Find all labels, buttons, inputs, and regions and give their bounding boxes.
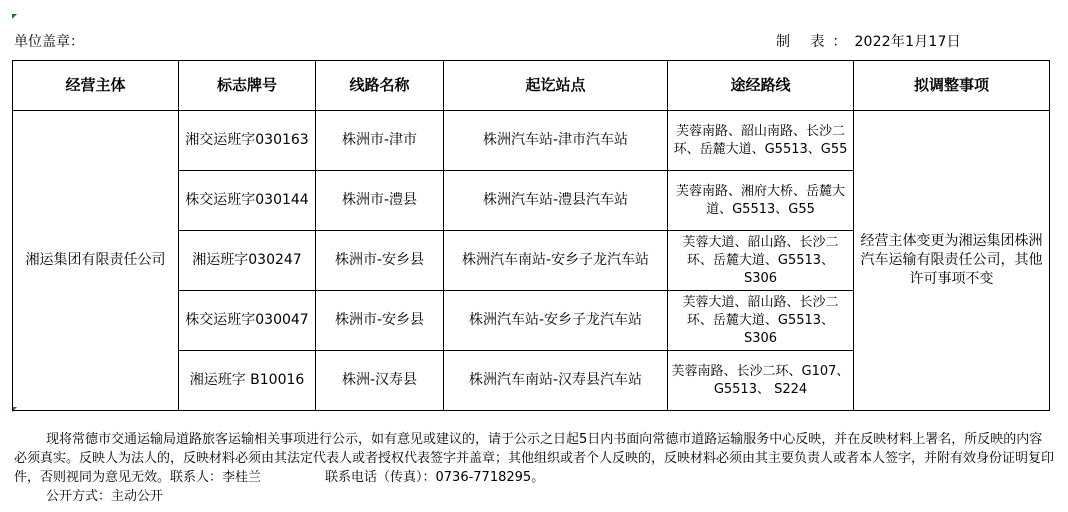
operator-cell: 湘运集团有限责任公司 [13,111,179,411]
notice-paragraph [14,430,1054,487]
route-cell: 芙蓉大道、韶山路、长沙二环、岳麓大道、G5513、S306 [668,231,854,291]
route-cell: 芙蓉南路、湘府大桥、岳麓大道、G5513、G55 [668,171,854,231]
bus-route-table [12,60,1050,411]
line-cell: 株洲市-津市 [316,111,444,171]
adjustment-cell: 经营主体变更为湘运集团株洲汽车运输有限责任公司，其他许可事项不变 [854,111,1050,411]
route-cell: 芙蓉南路、长沙二环、G107、G5513、 S224 [668,351,854,411]
date-value: 2022年1月17日 [854,34,961,50]
public-notice [14,430,1054,506]
stations-cell: 株洲汽车站-安乡子龙汽车站 [444,291,668,351]
contact-phone: 联系电话（传真）：0736-7718295。 [325,470,545,485]
plate-cell: 株交运班字030047 [179,291,316,351]
table-row [13,111,1050,171]
unit-seal-label: 单位盖章： [14,34,84,50]
route-cell: 芙蓉大道、韶山路、长沙二环、岳麓大道、G5513、S306 [668,291,854,351]
col-header-route: 途经路线 [668,61,854,111]
plate-cell: 株交运班字030144 [179,171,316,231]
line-cell: 株洲市-安乡县 [316,291,444,351]
plate-cell: 湘运班字030247 [179,231,316,291]
stations-cell: 株洲汽车站-澧县汽车站 [444,171,668,231]
route-cell: 芙蓉南路、韶山南路、长沙二环、岳麓大道、G5513、G55 [668,111,854,171]
col-header-line: 线路名称 [316,61,444,111]
stations-cell: 株洲汽车站-津市汽车站 [444,111,668,171]
date-line [776,31,961,51]
cell-corner-mark [12,14,17,19]
line-cell: 株洲市-安乡县 [316,231,444,291]
date-label: 制 表： [776,34,855,50]
col-header-stations: 起讫站点 [444,61,668,111]
stations-cell: 株洲汽车南站-安乡子龙汽车站 [444,231,668,291]
table-header-row [13,61,1050,111]
line-cell: 株洲市-澧县 [316,171,444,231]
notice-text: 现将常德市交通运输局道路旅客运输相关事项进行公示，如有意见或建议的，请于公示之日起5日内书面向常德市道路运输服务中心反映，并在反映材料上署名，所反映的内容必须真实。反映人为法人的，反映材料必须由其法定代表人或者授权代表签字并盖章；其他组织或者个人反映的，反映材料必须由其主要负责人或者本人签字，并附有效身份证明复印件，否则视同为意见无效。联系人：李桂兰 [14,432,1055,485]
plate-cell: 湘运班字 B10016 [179,351,316,411]
plate-cell: 湘交运班字030163 [179,111,316,171]
col-header-operator: 经营主体 [13,61,179,111]
publicity-method: 公开方式：主动公开 [46,489,164,504]
line-cell: 株洲-汉寿县 [316,351,444,411]
stations-cell: 株洲汽车南站-汉寿县汽车站 [444,351,668,411]
publicity-line [14,487,1054,506]
col-header-plate: 标志牌号 [179,61,316,111]
col-header-adjustment: 拟调整事项 [854,61,1050,111]
